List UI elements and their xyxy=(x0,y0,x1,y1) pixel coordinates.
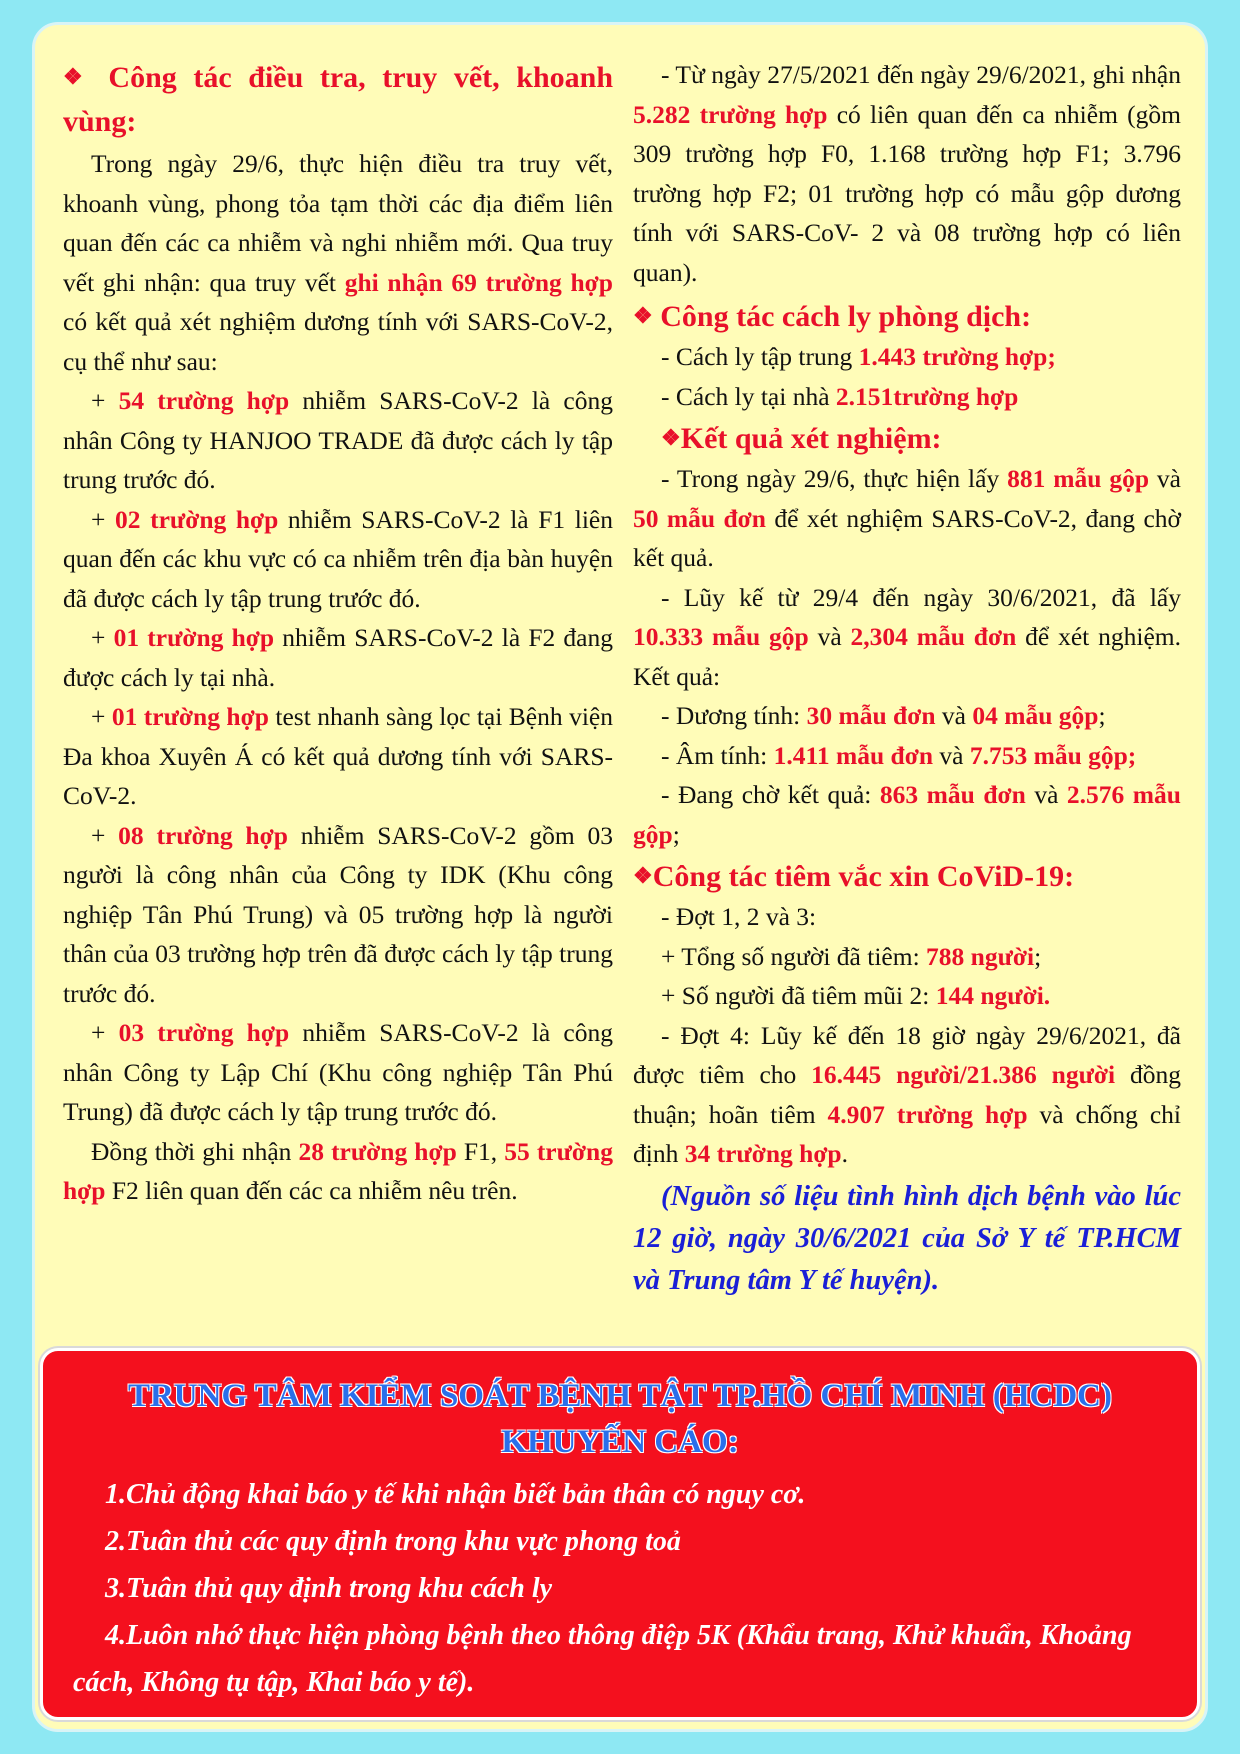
case-item xyxy=(63,381,613,500)
text: - Đang chờ kết quả: xyxy=(661,780,880,809)
text: ; xyxy=(1034,941,1042,971)
right-column xyxy=(633,55,1181,1302)
test-paragraph xyxy=(633,459,1181,578)
hcdc-advisory-box xyxy=(40,1348,1200,1720)
text: - Lũy kế từ 29/4 đến ngày 30/6/2021, đã lấy xyxy=(661,582,1181,612)
highlight-text: 01 trường hợp xyxy=(111,702,269,731)
text: đồng thuận; hoãn tiêm xyxy=(633,1060,1182,1129)
isolation-item xyxy=(633,377,1181,417)
text: + xyxy=(91,623,114,652)
highlight-text: 30 mẫu đơn xyxy=(806,701,936,730)
highlight-text: 16.445 người/21.386 người xyxy=(811,1060,1116,1089)
advisory-item: 4.Luôn nhớ thực hiện phòng bệnh theo thông điệp 5K (Khẩu trang, Khử khuẩn, Khoảng cách, Không tụ tập, Khai báo y tế). xyxy=(73,1620,1132,1698)
text: có kết quả xét nghiệm dương tính với SARS-CoV-2, cụ thể như sau: xyxy=(63,307,613,376)
test-paragraph xyxy=(633,578,1181,697)
case-item xyxy=(63,816,613,1014)
section-heading-text: Công tác điều tra, truy vết, khoanh vùng: xyxy=(63,61,613,138)
section-heading-text: Công tác tiêm vắc xin CoViD-19: xyxy=(652,860,1075,893)
text: và chống chỉ định xyxy=(633,1099,1181,1168)
text: + Số người đã tiêm mũi 2: xyxy=(661,981,936,1010)
highlight-text: 881 mẫu gộp xyxy=(1007,464,1150,493)
section-heading-tracing xyxy=(63,55,613,144)
text: - Từ ngày 27/5/2021 đến ngày 29/6/2021, ghi nhận xyxy=(661,60,1181,89)
case-item xyxy=(63,697,613,816)
diamond-bullet-icon: ❖ xyxy=(633,863,653,888)
highlight-text: 788 người xyxy=(926,941,1035,971)
highlight-text: 08 trường hợp xyxy=(118,820,288,850)
text: và xyxy=(808,622,851,651)
text: nhiễm SARS-CoV-2 là F2 đang được cách ly tại nhà. xyxy=(63,623,613,692)
isolation-item xyxy=(633,337,1181,377)
advisory-item: 2.Tuân thủ các quy định trong khu vực phong toả xyxy=(105,1526,681,1557)
text: F1, xyxy=(456,1136,505,1166)
highlight-text: 28 trường hợp xyxy=(298,1136,457,1166)
vaccination-item xyxy=(633,976,1181,1016)
highlight-text: 04 mẫu gộp xyxy=(972,701,1099,730)
advisory-title: TRUNG TÂM KIỂM SOÁT BỆNH TẬT TP.HỒ CHÍ MINH (HCDC) xyxy=(127,1378,1113,1414)
highlight-text: 55 trường hợp xyxy=(63,1136,613,1205)
text: - Trong ngày 29/6, thực hiện lấy xyxy=(661,464,1008,493)
summary-paragraph xyxy=(633,55,1181,292)
text: và xyxy=(1149,464,1181,493)
test-result-pending xyxy=(633,775,1181,854)
text: ; xyxy=(672,819,680,849)
highlight-text: 5.282 trường hợp xyxy=(633,99,828,129)
text: để xét nghiệm SARS-CoV-2, đang chờ kết quả. xyxy=(633,503,1181,572)
diamond-bullet-icon: ❖ xyxy=(661,425,681,450)
section-heading-testing xyxy=(633,418,1181,459)
text: - Âm tính: xyxy=(661,740,774,770)
advisory-subtitle: KHUYẾN CÁO: xyxy=(501,1424,739,1460)
highlight-text: 2.576 mẫu gộp xyxy=(633,780,1181,849)
section-heading-vaccination xyxy=(633,856,1181,897)
text: + xyxy=(91,702,112,731)
text: nhiễm SARS-CoV-2 là công nhân Công ty Lập Chí (Khu công nghiệp Tân Phú Trung) đã được cách ly tập trung trước đó. xyxy=(63,1018,613,1126)
text: - Cách ly tại nhà xyxy=(661,381,836,411)
highlight-text: 4.907 trường hợp xyxy=(827,1099,1028,1129)
highlight-text: 2.151trường hợp xyxy=(835,381,1019,411)
text: có liên quan đến ca nhiễm (gồm 309 trường hợp F0, 1.168 trường hợp F1; 3.796 trường hợp F2; 01 trường hợp có mẫu gộp dương tính với SARS-CoV- 2 và 08 trường hợp có liên quan). xyxy=(633,99,1181,287)
advisory-item: 3.Tuân thủ quy định trong khu cách ly xyxy=(105,1573,553,1604)
section-heading-isolation xyxy=(633,296,1181,337)
diamond-bullet-icon: ❖ xyxy=(63,64,92,89)
text: test nhanh sàng lọc tại Bệnh viện Đa khoa Xuyên Á có kết quả dương tính với SARS-CoV-2. xyxy=(63,702,613,810)
text: + xyxy=(91,386,119,415)
text: - Cách ly tập trung xyxy=(661,342,859,371)
section-heading-text: Kết quả xét nghiệm: xyxy=(680,422,942,455)
vaccination-item xyxy=(633,1016,1181,1174)
text: + xyxy=(91,1018,119,1047)
highlight-text: ghi nhận 69 trường hợp xyxy=(344,267,613,297)
highlight-text: 1.411 mẫu đơn xyxy=(773,740,933,770)
highlight-text: 01 trường hợp xyxy=(113,623,275,652)
intro-paragraph xyxy=(63,144,613,381)
text: ; xyxy=(1098,701,1106,730)
highlight-text: 03 trường hợp xyxy=(118,1018,290,1047)
text: F2 liên quan đến các ca nhiễm nêu trên. xyxy=(105,1176,518,1205)
section-heading-text: Công tác cách ly phòng dịch: xyxy=(660,300,1032,333)
text: Trong ngày 29/6, thực hiện điều tra truy vết, khoanh vùng, phong tỏa tạm thời các địa điểm liên quan đến các ca nhiễm và nghi nhiễm mới. Qua truy vết ghi nhận: qua truy vết xyxy=(63,149,613,297)
text: + Tổng số người đã tiêm: xyxy=(661,941,927,971)
text: và xyxy=(1025,780,1067,809)
left-column xyxy=(63,55,613,1211)
closing-paragraph xyxy=(63,1132,613,1211)
text: và xyxy=(935,701,973,730)
test-result-positive xyxy=(633,696,1181,736)
data-source-note: (Nguồn số liệu tình hình dịch bệnh vào lúc 12 giờ, ngày 30/6/2021 của Sở Y tế TP.HCM và Trung tâm Y tế huyện). xyxy=(633,1180,1181,1296)
test-result-negative xyxy=(633,736,1181,776)
text: - Đợt 4: Lũy kế đến 18 giờ ngày 29/6/2021, đã được tiêm cho xyxy=(633,1020,1181,1089)
vaccination-item: - Đợt 1, 2 và 3: xyxy=(661,902,817,931)
highlight-text: 7.753 mẫu gộp; xyxy=(969,740,1137,770)
advisory-list xyxy=(43,1471,1197,1706)
highlight-text: 863 mẫu đơn xyxy=(879,780,1026,809)
case-item xyxy=(63,618,613,697)
highlight-text: 2,304 mẫu đơn xyxy=(850,622,1017,651)
text: + xyxy=(91,504,115,534)
case-item xyxy=(63,1013,613,1132)
case-item xyxy=(63,500,613,619)
text: . xyxy=(841,1139,848,1168)
vaccination-item xyxy=(633,937,1181,977)
advisory-item: 1.Chủ động khai báo y tế khi nhận biết bản thân có nguy cơ. xyxy=(105,1479,806,1510)
text: nhiễm SARS-CoV-2 gồm 03 người là công nhân của Công ty IDK (Khu công nghiệp Tân Phú Trung) và 05 trường hợp là người thân của 03 trường hợp trên đã được cách ly tập trung trước đó. xyxy=(63,820,613,1008)
highlight-text: 34 trường hợp xyxy=(684,1139,842,1168)
text: nhiễm SARS-CoV-2 là F1 liên quan đến các khu vực có ca nhiễm trên địa bàn huyện đã được cách ly tập trung trước đó. xyxy=(63,504,613,613)
highlight-text: 02 trường hợp xyxy=(114,504,279,534)
highlight-text: 144 người. xyxy=(935,981,1051,1010)
diamond-bullet-icon: ❖ xyxy=(633,303,653,328)
text: và xyxy=(933,740,970,770)
text: Đồng thời ghi nhận xyxy=(91,1136,299,1166)
highlight-text: 10.333 mẫu gộp xyxy=(633,622,809,651)
text: nhiễm SARS-CoV-2 là công nhân Công ty HANJOO TRADE đã được cách ly tập trung trước đó. xyxy=(63,386,613,494)
highlight-text: 50 mẫu đơn xyxy=(633,503,766,533)
highlight-text: 1.443 trường hợp; xyxy=(858,342,1056,371)
text: để xét nghiệm. Kết quả: xyxy=(633,622,1181,691)
text: - Dương tính: xyxy=(661,701,807,730)
highlight-text: 54 trường hợp xyxy=(118,386,290,415)
text: + xyxy=(91,820,119,850)
